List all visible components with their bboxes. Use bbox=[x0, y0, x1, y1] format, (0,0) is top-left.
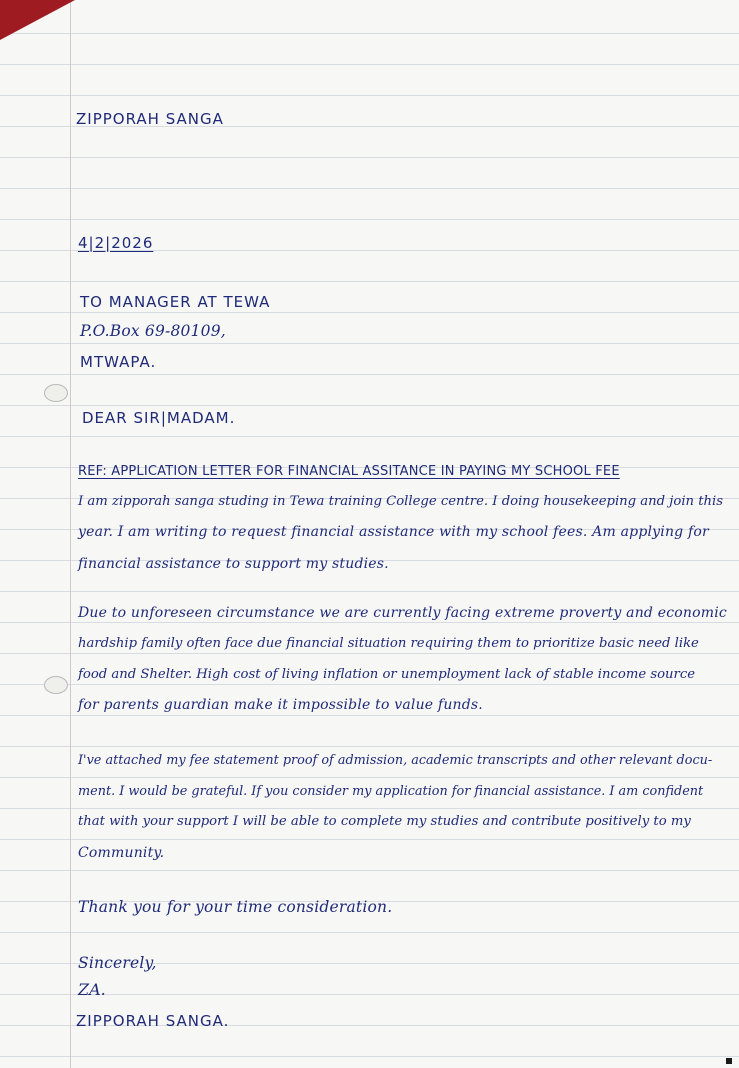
body-line: ment. I would be grateful. If you consider my application for financial assistance. I am confident bbox=[78, 784, 704, 799]
sign-off: Sincerely, bbox=[78, 954, 157, 972]
body-line: food and Shelter. High cost of living inflation or unemployment lack of stable income source bbox=[78, 667, 696, 682]
body-line: financial assistance to support my studies. bbox=[78, 556, 389, 572]
punch-hole-mark bbox=[44, 676, 68, 694]
salutation: DEAR SIR|MADAM. bbox=[82, 409, 236, 427]
recipient-line: P.O.Box 69-80109, bbox=[80, 322, 226, 340]
margin-line bbox=[70, 0, 71, 1068]
body-line: year. I am writing to request financial assistance with my school fees. Am applying for bbox=[78, 524, 709, 540]
recipient-line: TO MANAGER AT TEWA bbox=[80, 293, 271, 311]
punch-hole-mark bbox=[44, 384, 68, 402]
sender-name: ZIPPORAH SANGA bbox=[76, 110, 224, 128]
body-line: hardship family often face due financial situation requiring them to prioritize basic need like bbox=[78, 636, 699, 651]
body-line: I've attached my fee statement proof of admission, academic transcripts and other relevant docu- bbox=[78, 753, 713, 768]
closing-thanks: Thank you for your time consideration. bbox=[78, 898, 393, 916]
signature: ZA. bbox=[78, 980, 106, 999]
corner-mark bbox=[0, 0, 75, 40]
recipient-line: MTWAPA. bbox=[80, 353, 157, 371]
body-line: that with your support I will be able to complete my studies and contribute positively to my bbox=[78, 814, 691, 829]
body-line: for parents guardian make it impossible to value funds. bbox=[78, 697, 483, 713]
signed-name: ZIPPORAH SANGA. bbox=[76, 1012, 230, 1030]
reference-line: REF: APPLICATION LETTER FOR FINANCIAL ASSITANCE IN PAYING MY SCHOOL FEE bbox=[78, 464, 620, 479]
body-line: Due to unforeseen circumstance we are currently facing extreme proverty and economic bbox=[78, 605, 727, 621]
edge-mark bbox=[726, 1058, 732, 1064]
body-line: I am zipporah sanga studing in Tewa training College centre. I doing housekeeping and join this bbox=[78, 494, 724, 509]
letter-date: 4|2|2026 bbox=[78, 234, 154, 252]
body-line: Community. bbox=[78, 845, 165, 861]
